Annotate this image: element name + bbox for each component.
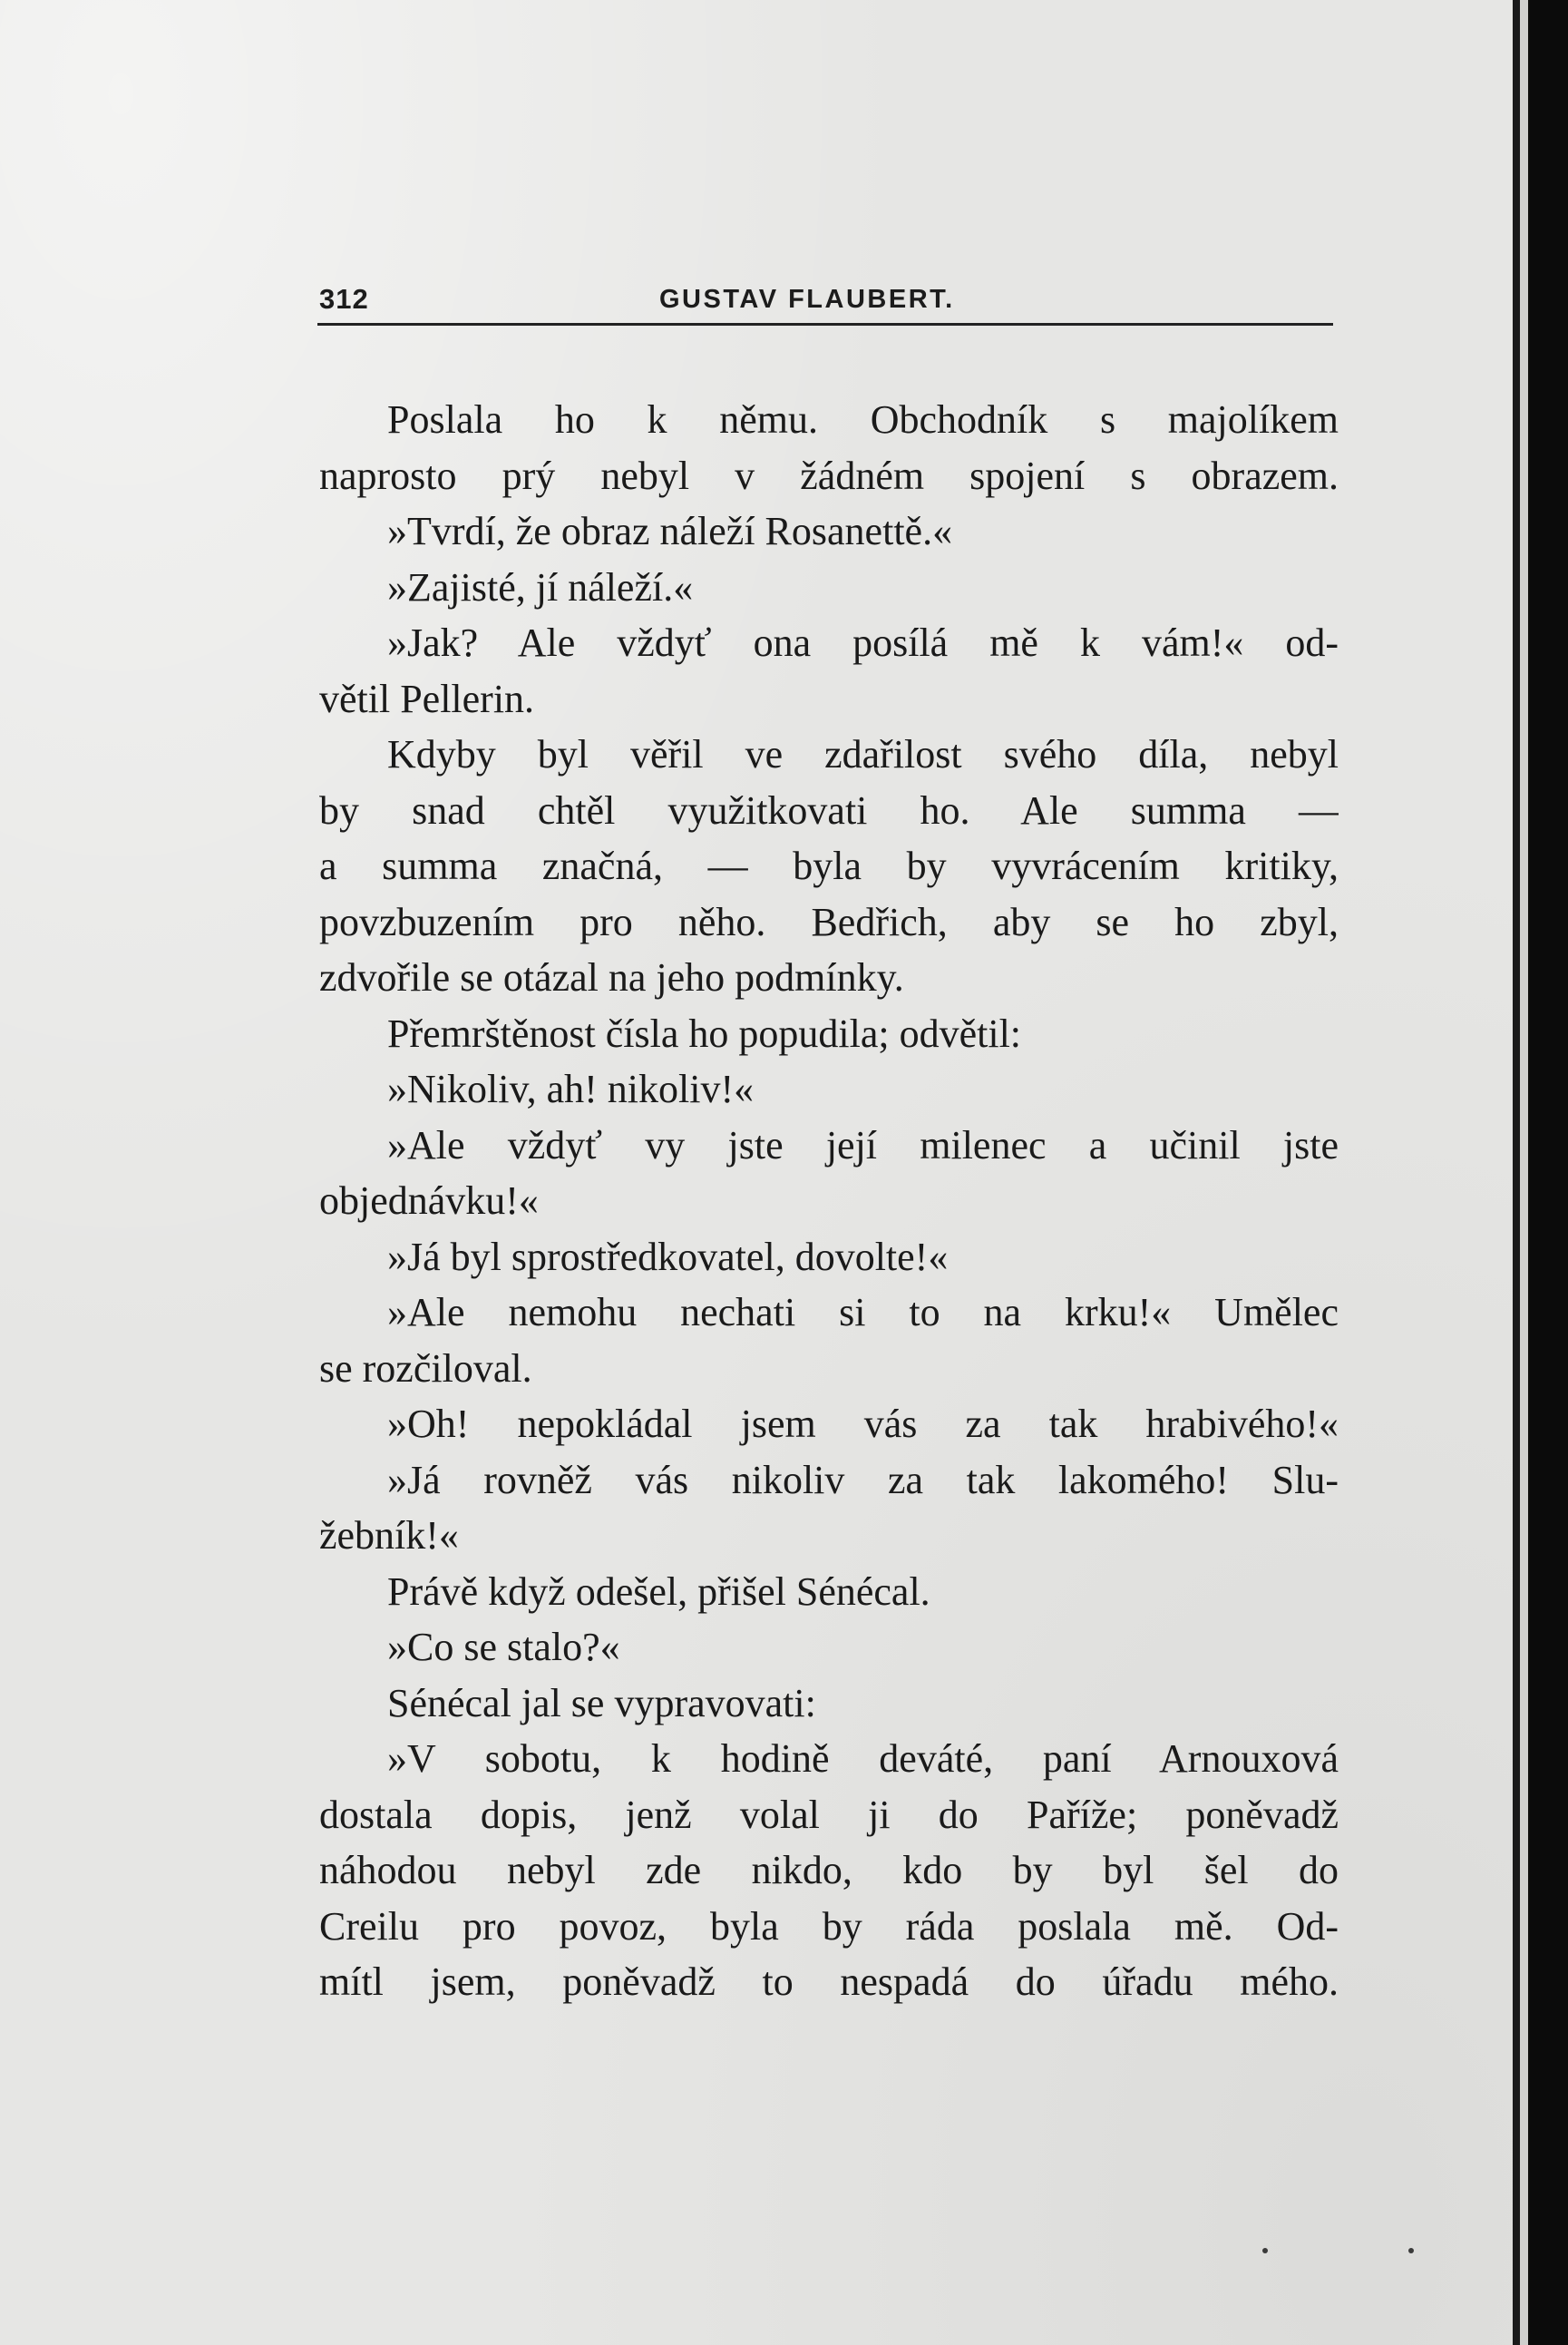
- text-line: Sénécal jal se vypravovati:: [387, 1680, 816, 1725]
- text-line: objednávku!«: [319, 1178, 539, 1223]
- text-line: by snad chtěl využitkovati ho. Ale summa —: [319, 787, 1339, 833]
- text-line: »Já rovněž vás nikoliv za tak lakomého! Slu-: [387, 1457, 1339, 1502]
- text-line: »Zajisté, jí náleží.«: [387, 564, 694, 610]
- body-text: [319, 392, 1339, 2010]
- page-header: [319, 279, 1333, 316]
- text-line: se rozčiloval.: [319, 1345, 532, 1391]
- text-line: Poslala ho k němu. Obchodník s majolíkem: [387, 397, 1339, 442]
- text-line: náhodou nebyl zde nikdo, kdo by byl šel do: [319, 1848, 1339, 1892]
- text-line: naprosto prý nebyl v žádném spojení s obrazem.: [319, 453, 1339, 498]
- page-speck: [1262, 2248, 1268, 2253]
- text-line: a summa značná, — byla by vyvrácením kritiky,: [319, 844, 1339, 888]
- text-line: »Co se stalo?«: [387, 1625, 620, 1669]
- text-line: povzbuzením pro něho. Bedřich, aby se ho zbyl,: [319, 899, 1339, 944]
- running-title: GUSTAV FLAUBERT.: [659, 285, 955, 314]
- text-line: žebník!«: [319, 1513, 459, 1558]
- text-line: »V sobotu, k hodině deváté, paní Arnouxová: [387, 1736, 1339, 1781]
- text-line: Creilu pro povoz, byla by ráda poslala mě. Od-: [319, 1903, 1339, 1949]
- text-line: Právě když odešel, přišel Sénécal.: [387, 1568, 930, 1614]
- text-line: dostala dopis, jenž volal ji do Paříže; poněvadž: [319, 1792, 1339, 1837]
- text-line: »Oh! nepokládal jsem vás za tak hrabivého!«: [387, 1402, 1339, 1446]
- text-line: větil Pellerin.: [319, 676, 535, 721]
- text-line: Kdyby byl věřil ve zdařilost svého díla, nebyl: [387, 732, 1339, 777]
- page-gutter-shadow: [1513, 0, 1520, 2345]
- page-number: 312: [319, 283, 369, 315]
- text-line: »Ale nemohu nechati si to na krku!« Umělec: [387, 1290, 1339, 1334]
- page-gutter-edge: [1520, 0, 1528, 2345]
- text-line: »Tvrdí, že obraz náleží Rosanettě.«: [387, 509, 953, 553]
- text-line: »Jak? Ale vždyť ona posílá mě k vám!« od-: [387, 620, 1339, 665]
- text-line: Přemrštěnost čísla ho popudila; odvětil:: [387, 1011, 1022, 1056]
- header-rule: [317, 323, 1333, 326]
- text-line: »Ale vždyť vy jste její milenec a učinil jste: [387, 1122, 1339, 1168]
- text-line: zdvořile se otázal na jeho podmínky.: [319, 955, 904, 1000]
- text-line: mítl jsem, poněvadž to nespadá do úřadu mého.: [319, 1959, 1339, 2004]
- page-speck: [1408, 2248, 1414, 2253]
- text-line: »Já byl sprostředkovatel, dovolte!«: [387, 1234, 949, 1279]
- text-line: »Nikoliv, ah! nikoliv!«: [387, 1067, 755, 1111]
